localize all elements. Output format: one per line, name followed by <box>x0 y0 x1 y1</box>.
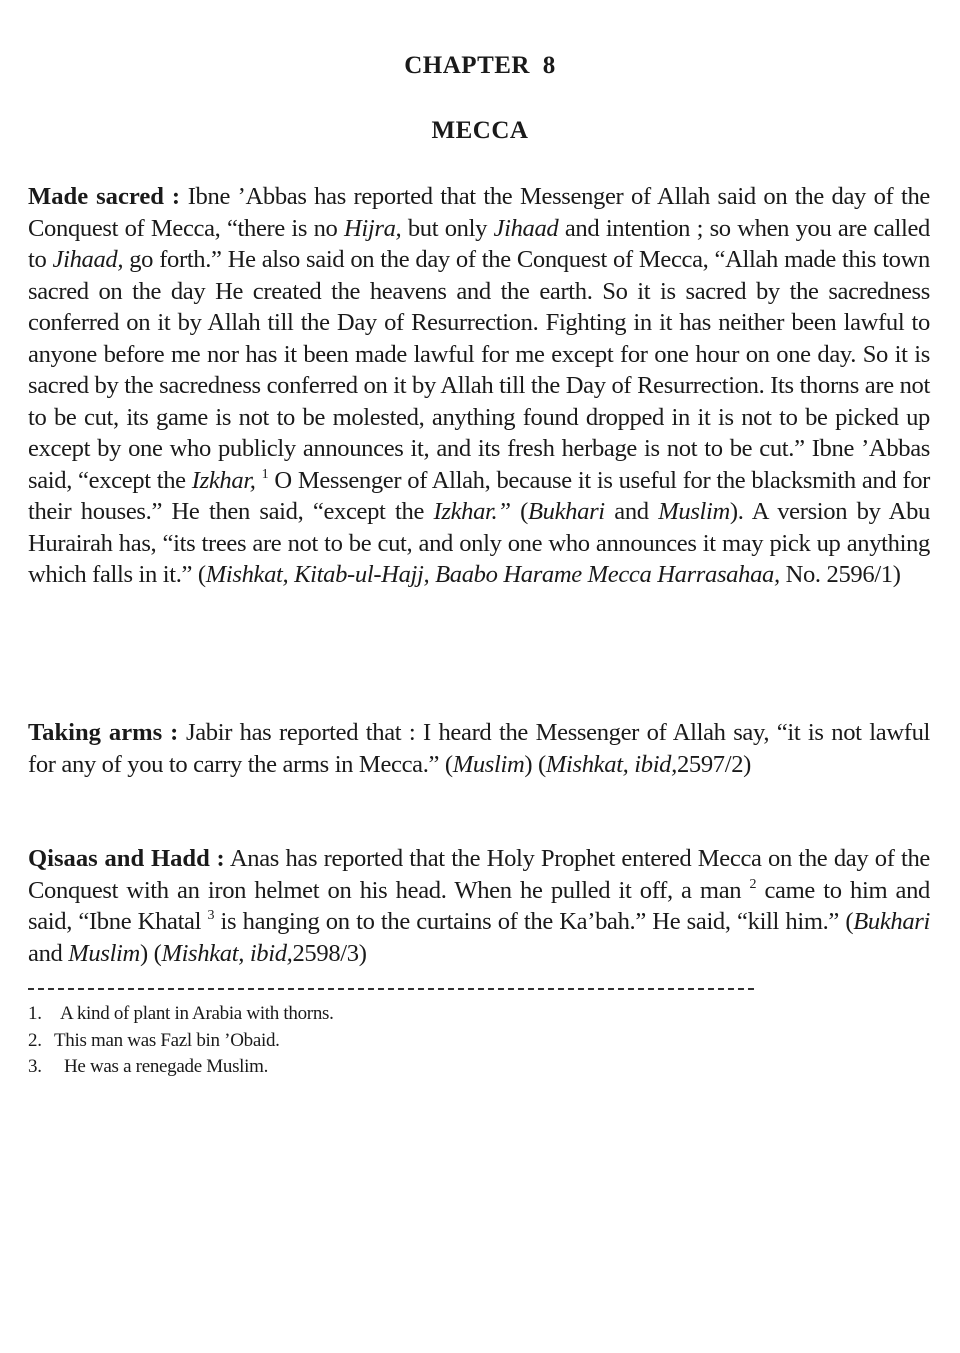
footnotes <box>28 1001 828 1081</box>
body-text: is hanging on to the curtains of the Ka’bah.” He said, “kill him.” ( <box>214 908 854 935</box>
footnote-number: 3. <box>28 1056 42 1077</box>
chapter-heading: CHAPTER 8 <box>404 52 556 79</box>
italic-text: Jihaad <box>493 214 559 242</box>
footnote-number: 1. <box>28 1003 42 1024</box>
section-heading: Qisaas and Hadd : <box>28 845 225 872</box>
italic-text: Muslim <box>452 750 525 778</box>
section-made-sacred <box>28 181 930 591</box>
body-text: and <box>28 939 69 967</box>
body-text: and <box>604 498 659 525</box>
italic-text: Mishkat, Kitab-ul-Hajj, Baabo Harame Mecca Harrasahaa, <box>205 561 780 588</box>
body-text: ( <box>510 498 528 525</box>
section-body <box>28 183 930 588</box>
footnote-reference: 2 <box>749 876 757 892</box>
footnote-divider <box>28 988 754 990</box>
section-taking-arms <box>28 717 930 780</box>
footnote-text: A kind of plant in Arabia with thorns. <box>60 1003 334 1024</box>
footnote-reference: 3 <box>207 908 215 923</box>
chapter-title: MECCA <box>431 117 529 144</box>
italic-text: Bukhari <box>853 908 931 935</box>
body-text: ). A version by Abu Hurairah has, “its trees are not to be cut, and only one who announces it may pick up anything which falls in it.” ( <box>28 498 930 588</box>
body-text: ) ( <box>139 939 162 967</box>
body-text: Jabir has reported that : I heard the Messenger of Allah say, “it is not lawful for any of you to carry the arms in Mecca.” ( <box>28 719 931 778</box>
body-text: but only <box>401 214 494 242</box>
body-text: 2598/3) <box>292 939 367 967</box>
italic-text: Mishkat, ibid, <box>545 750 677 778</box>
body-text: 2597/2) <box>676 750 751 778</box>
body-text: Ibne ’Abbas has reported that the Messenger of Allah said on the day of the Conquest of Mecca, “there is no <box>28 183 931 242</box>
section-heading: Taking arms : <box>28 719 179 746</box>
footnote-number: 2. <box>28 1029 42 1051</box>
body-text: go forth.” He also said on the day of the Conquest of Mecca, “Allah made this town sacred on the day He created the heavens and the earth. So it is sacred by the sacredness conferred on it by Allah till the Day of Resurrection. Fighting in it has neither been lawful to anyone before me nor has it been made lawful for me except for one hour on one day. So it is sacred by the sacredness conferred on it by Allah till the Day of Resurrection. Its thorns are not to be cut, its game is not to be molested, anything found dropped in it is not to be picked up except by one who publicly announces it, and its fresh herbage is not to be cut.” Ibne ’Abbas said, “except the <box>28 246 930 494</box>
italic-text: Izkhar.” <box>433 498 511 525</box>
italic-text: Muslim <box>658 498 730 525</box>
body-text: ) ( <box>524 750 546 778</box>
footnote-1 <box>28 1001 828 1028</box>
body-text: Anas has reported that the Holy Prophet entered Mecca on the day of the Conquest with an iron helmet on his head. When he pulled it off, a man <box>28 845 930 904</box>
footnote-text: He was a renegade Muslim. <box>64 1056 269 1077</box>
section-heading: Made sacred : <box>28 183 181 210</box>
italic-text: Hijra, <box>344 214 402 242</box>
italic-text: Jihaad, <box>52 246 124 273</box>
body-text: O Messenger of Allah, because it is useful for the blacksmith and for their houses.” He then said, “except the <box>28 466 930 525</box>
italic-text: Muslim <box>68 939 140 967</box>
section-qisaas-and-hadd <box>28 843 930 969</box>
footnote-2 <box>28 1028 828 1055</box>
italic-text: Mishkat, ibid, <box>161 939 293 967</box>
body-text: and intention ; so when you are called to <box>28 214 930 273</box>
italic-text: Bukhari <box>528 498 605 525</box>
body-text: No. 2596/1) <box>779 561 901 588</box>
footnote-3 <box>28 1054 828 1081</box>
italic-text: Izkhar, <box>191 466 256 494</box>
footnote-reference: 1 <box>261 466 269 482</box>
footnote-text: This man was Fazl bin ’Obaid. <box>54 1029 280 1051</box>
body-text: came to him and said, “Ibne Khatal <box>28 876 930 935</box>
